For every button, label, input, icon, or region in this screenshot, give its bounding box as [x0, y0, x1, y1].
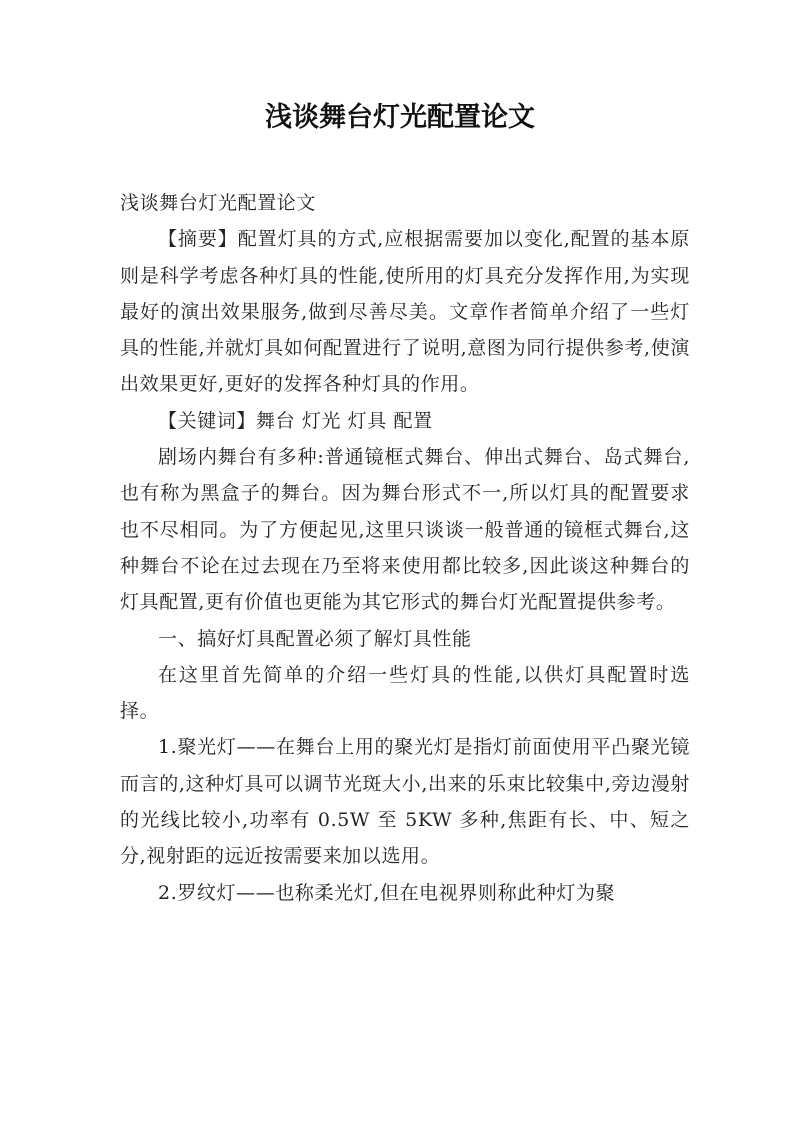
section-intro-paragraph: 在这里首先简单的介绍一些灯具的性能,以供灯具配置时选择。: [120, 663, 690, 723]
spotlight-paragraph: 1.聚光灯——在舞台上用的聚光灯是指灯前面使用平凸聚光镜而言的,这种灯具可以调节光斑大小,出来的乐束比较集中,旁边漫射的光线比较小,功率有 0.5W 至 5KW 多种,焦距有长、中、短之分,视射距的远近按需要来加以选用。: [120, 736, 690, 868]
fresnel-paragraph: 2.罗纹灯——也称柔光灯,但在电视界则称此种灯为聚: [158, 881, 616, 904]
intro-paragraph: 剧场内舞台有多种:普通镜框式舞台、伸出式舞台、岛式舞台,也有称为黑盒子的舞台。因为舞台形式不一,所以灯具的配置要求也不尽相同。为了方便起见,这里只谈谈一般普通的镜框式舞台,这种舞台不论在过去现在乃至将来使用都比较多,因此谈这种舞台的灯具配置,更有价值也更能为其它形式的舞台灯光配置提供参考。: [120, 446, 690, 614]
keywords-paragraph: 【关键词】舞台 灯光 灯具 配置: [158, 409, 433, 432]
section-heading: 一、搞好灯具配置必须了解灯具性能: [158, 627, 472, 650]
document-body: [120, 185, 690, 911]
body-heading-line: 浅谈舞台灯光配置论文: [120, 192, 317, 214]
document-title: 浅谈舞台灯光配置论文: [265, 102, 535, 133]
abstract-paragraph: 【摘要】配置灯具的方式,应根据需要加以变化,配置的基本原则是科学考虑各种灯具的性能,使所用的灯具充分发挥作用,为实现最好的演出效果服务,做到尽善尽美。文章作者简单介绍了一些灯具的性能,并就灯具如何配置进行了说明,意图为同行提供参考,使演出效果更好,更好的发挥各种灯具的作用。: [120, 228, 690, 396]
